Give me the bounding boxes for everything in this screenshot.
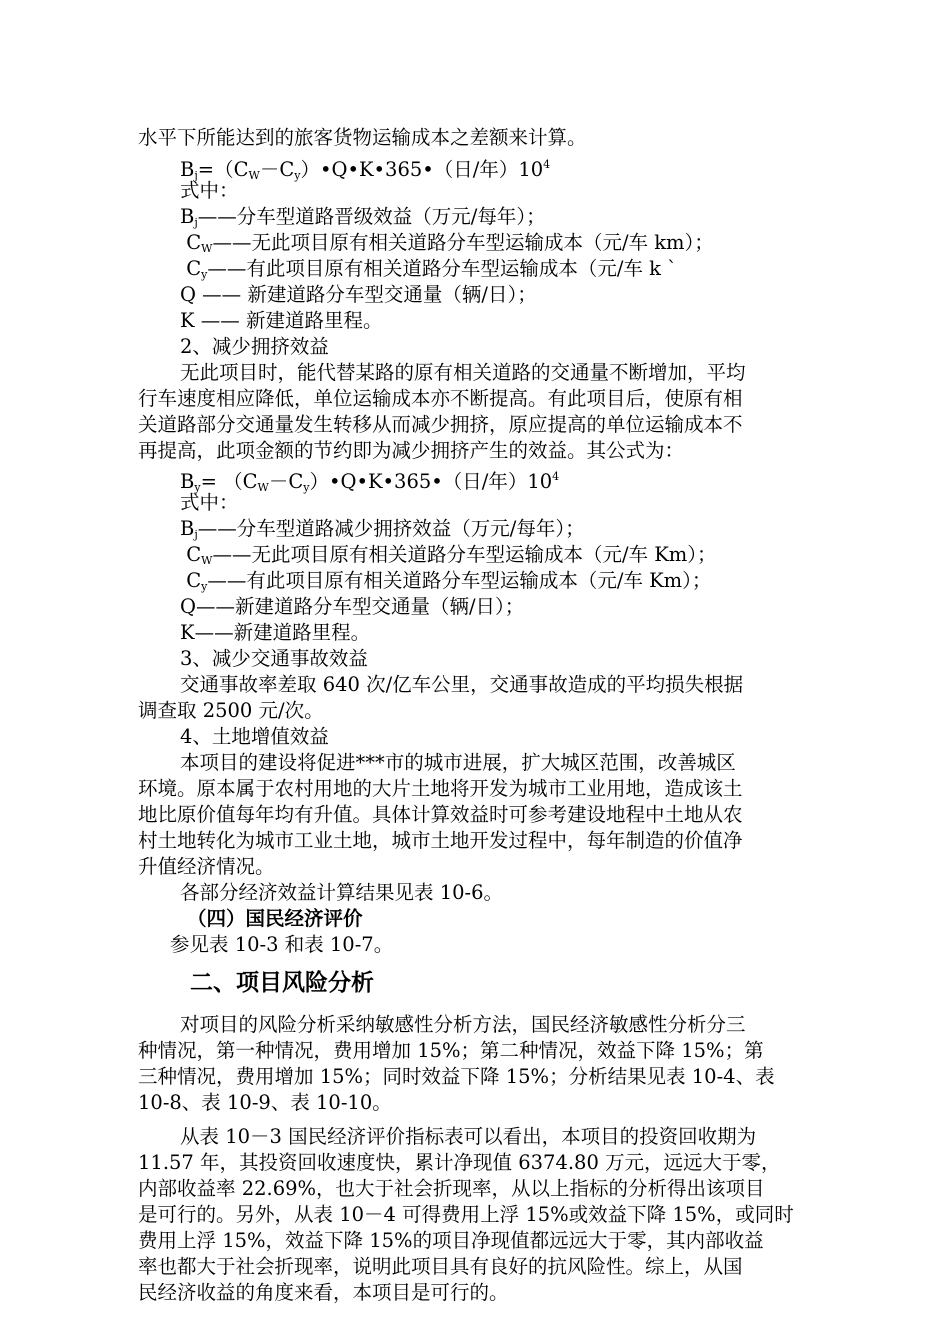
definition-line [180, 256, 677, 282]
def-symbol: C [180, 231, 202, 254]
formula-symbol: B [180, 158, 195, 181]
definition-line [180, 204, 546, 230]
formula-subscript: W [257, 481, 269, 494]
def-text: ——有此项目原有相关道路分车型运输成本（元/车 k ` [207, 257, 677, 280]
definition-line [180, 516, 585, 542]
definition-line: Q——新建道路分车型交通量（辆/日）； [180, 595, 525, 618]
paragraph-line: 是可行的。另外，从表 10－4 可得费用上浮 15%或效益下降 15%，或同时 [138, 1203, 794, 1226]
paragraph-line: 无此项目时，能代替某路的原有相关道路的交通量不断增加，平均 [180, 361, 746, 384]
def-subscript: W [201, 554, 213, 567]
paragraph-line: 三种情况，费用增加 15%；同时效益下降 15%；分析结果见表 10-4、表 [138, 1065, 775, 1088]
paragraph-line: 10-8、表 10-9、表 10-10。 [138, 1091, 392, 1114]
paragraph-line: 对项目的风险分析采纳敏感性分析方法，国民经济敏感性分析分三 [180, 1013, 746, 1036]
paragraph-line: 各部分经济效益计算结果见表 10-6。 [180, 881, 504, 904]
paragraph-line: 率也都大于社会折现率，说明此项目具有良好的抗风险性。综上，从国 [138, 1255, 743, 1278]
formula-subscript: j [194, 169, 198, 182]
def-symbol: C [180, 257, 202, 280]
formula-subscript: y [194, 481, 201, 494]
section-heading: 二、项目风险分析 [190, 970, 374, 996]
def-symbol: B [180, 205, 195, 228]
definition-line: Q —— 新建道路分车型交通量（辆/日）； [180, 283, 537, 306]
paragraph-line: 交通事故率差取 640 次/亿车公里，交通事故造成的平均损失根据 [180, 673, 744, 696]
paragraph-line: 升值经济情况。 [138, 855, 275, 878]
def-subscript: j [194, 528, 198, 541]
subsection-title: （四）国民经济评价 [187, 907, 363, 930]
formula-part: －C [268, 470, 304, 493]
paragraph-line: 本项目的建设将促进***市的城市进展，扩大城区范围，改善城区 [180, 751, 736, 774]
paragraph-line: 种情况，第一种情况，费用增加 15%；第二种情况，效益下降 15%；第 [138, 1039, 764, 1062]
paragraph-line: 民经济收益的角度来看，本项目是可行的。 [138, 1281, 509, 1304]
definition-line [180, 542, 717, 568]
section-title: 3、减少交通事故效益 [180, 647, 368, 670]
def-subscript: y [201, 268, 208, 281]
paragraph-line: 地比原价值每年均有升值。具体计算效益时可参考建设地程中土地从农 [138, 803, 743, 826]
where-label: 式中： [180, 491, 239, 514]
def-text: ——分车型道路减少拥挤效益（万元/每年）； [197, 517, 585, 540]
def-symbol: C [180, 569, 202, 592]
paragraph-line: 行车速度相应降低，单位运输成本亦不断提高。有此项目后，使原有相 [138, 387, 743, 410]
definition-line [180, 568, 711, 594]
def-subscript: W [201, 242, 213, 255]
formula-exponent: 4 [543, 158, 551, 171]
paragraph-line: 村土地转化为城市工业土地，城市土地开发过程中，每年制造的价值净 [138, 829, 743, 852]
def-subscript: j [194, 216, 198, 229]
paragraph-line: 从表 10－3 国民经济评价指标表可以看出，本项目的投资回收期为 [180, 1125, 757, 1148]
formula-part: = （C [200, 470, 258, 493]
intro-line-end: 水平下所能达到的旅客货物运输成本之差额来计算。 [138, 126, 587, 149]
def-text: ——无此项目原有相关道路分车型运输成本（元/车 Km）； [212, 543, 717, 566]
definition-line: K —— 新建道路里程。 [180, 309, 383, 332]
paragraph-line: 11.57 年，其投资回收速度快，累计净现值 6374.80 万元，远远大于零， [138, 1151, 781, 1174]
formula-symbol: B [180, 470, 195, 493]
def-text: ——无此项目原有相关道路分车型运输成本（元/车 km）； [212, 231, 714, 254]
paragraph-line: 环境。原本属于农村用地的大片土地将开发为城市工业用地，造成该土 [138, 777, 743, 800]
def-subscript: y [201, 580, 208, 593]
definition-line: K——新建道路里程。 [180, 621, 371, 644]
paragraph-line: 调查取 2500 元/次。 [138, 699, 324, 722]
formula-subscript: y [294, 169, 301, 182]
paragraph-line: 费用上浮 15%，效益下降 15%的项目净现值都远远大于零，其内部收益 [138, 1229, 764, 1252]
paragraph-line: 再提高，此项金额的节约即为减少拥挤产生的效益。其公式为： [138, 439, 685, 462]
def-symbol: B [180, 517, 195, 540]
definition-line [180, 230, 714, 256]
formula-part: ）•Q•K•365•（日/年）10 [309, 470, 553, 493]
formula-congestion-benefit [180, 464, 560, 494]
section-title: 4、土地增值效益 [180, 725, 329, 748]
def-symbol: C [180, 543, 202, 566]
where-label: 式中： [180, 179, 239, 202]
formula-exponent: 4 [552, 470, 560, 483]
formula-part: =（C [197, 158, 249, 181]
paragraph-line: 内部收益率 22.69%，也大于社会折现率，从以上指标的分析得出该项目 [138, 1177, 765, 1200]
paragraph-line: 关道路部分交通量发生转移从而减少拥挤，原应提高的单位运输成本不 [138, 413, 743, 436]
formula-part: ）•Q•K•365•（日/年）10 [300, 158, 544, 181]
section-title: 2、减少拥挤效益 [180, 335, 329, 358]
formula-subscript: y [303, 481, 310, 494]
def-text: ——有此项目原有相关道路分车型运输成本（元/车 Km）； [207, 569, 712, 592]
formula-upgrade-benefit [180, 152, 551, 182]
formula-subscript: W [248, 169, 260, 182]
paragraph-line: 参见表 10-3 和表 10-7。 [170, 933, 394, 956]
formula-part: －C [259, 158, 295, 181]
def-text: ——分车型道路晋级效益（万元/每年）； [197, 205, 546, 228]
